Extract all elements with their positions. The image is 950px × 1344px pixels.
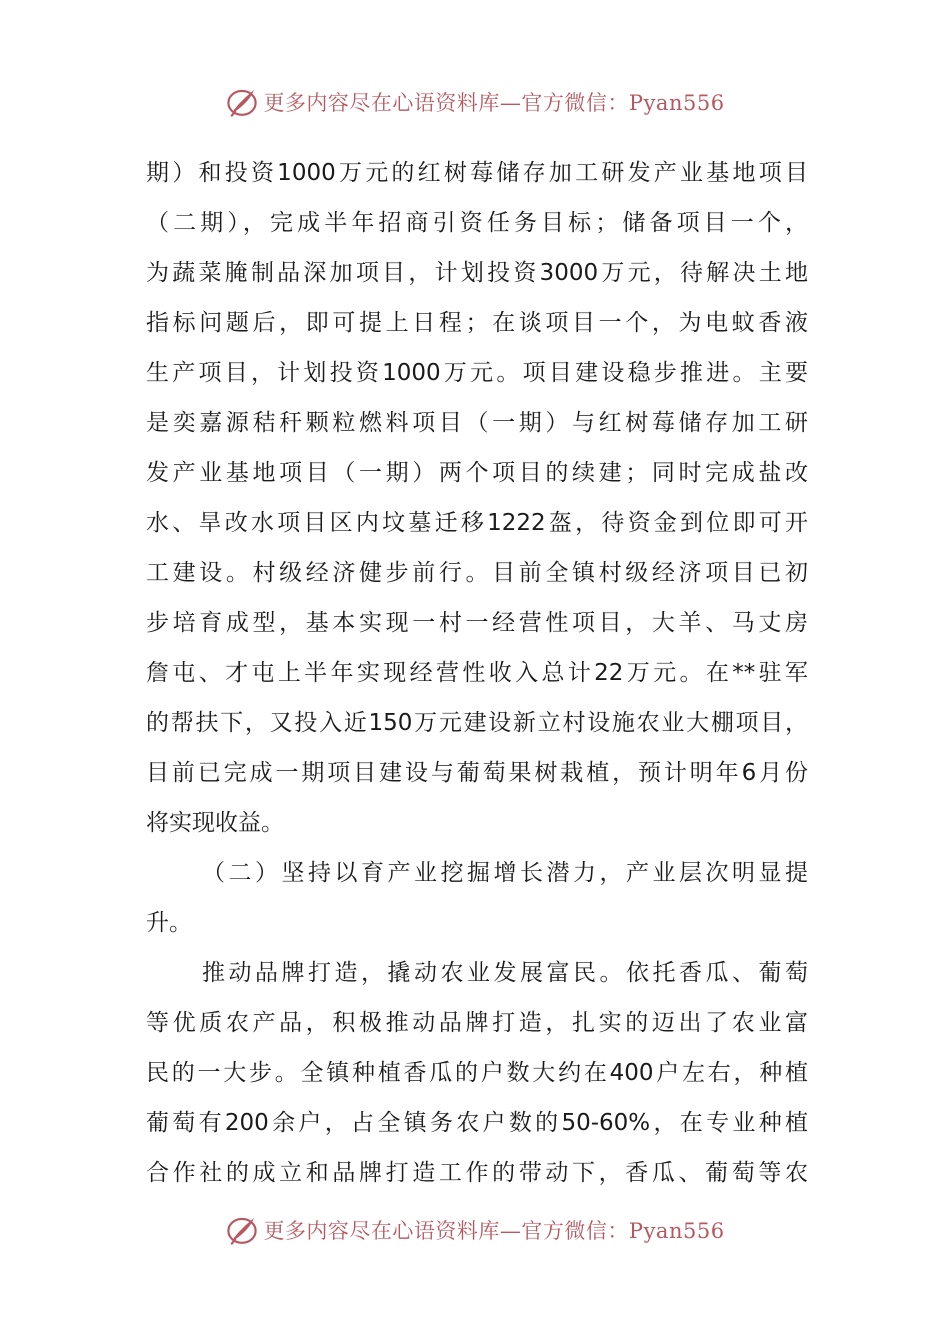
text-line: 将实现收益。 [146,810,284,836]
footer-watermark [0,1210,950,1250]
text-line: 合作社的成立和品牌打造工作的带动下，香瓜、葡萄等农 [146,1160,808,1186]
text-line: 詹屯、才屯上半年实现经营性收入总计22万元。在**驻军 [146,660,808,686]
watermark-text: 更多内容尽在心语资料库—官方微信：Pyan556 [263,91,725,115]
text-line: 葡萄有200余户，占全镇务农户数的50-60%，在专业种植 [146,1110,808,1136]
text-line: 生产项目，计划投资1000万元。项目建设稳步推进。主要 [146,360,808,386]
text-line: （二期），完成半年招商引资任务目标；储备项目一个， [146,210,808,236]
feather-pen-logo-icon [225,1213,259,1247]
text-line: 民的一大步。全镇种植香瓜的户数大约在400户左右，种植 [146,1060,808,1086]
text-line: 为蔬菜腌制品深加项目，计划投资3000万元，待解决土地 [146,260,808,286]
text-line: 水、旱改水项目区内坟墓迁移1222盔，待资金到位即可开 [146,510,808,536]
text-line: 期）和投资1000万元的红树莓储存加工研发产业基地项目 [146,160,808,186]
text-line: 是奕嘉源秸秆颗粒燃料项目（一期）与红树莓储存加工研 [146,410,808,436]
text-line: （二）坚持以育产业挖掘增长潜力，产业层次明显提 [202,860,808,886]
text-line: 工建设。村级经济健步前行。目前全镇村级经济项目已初 [146,560,808,586]
header-watermark [0,82,950,122]
text-line: 等优质农产品，积极推动品牌打造，扎实的迈出了农业富 [146,1010,808,1036]
text-line: 目前已完成一期项目建设与葡萄果树栽植，预计明年6月份 [146,760,808,786]
text-line: 发产业基地项目（一期）两个项目的续建；同时完成盐改 [146,460,808,486]
watermark-text: 更多内容尽在心语资料库—官方微信：Pyan556 [263,1219,725,1243]
text-line: 的帮扶下，又投入近150万元建设新立村设施农业大棚项目， [146,710,808,736]
feather-pen-logo-icon [225,85,259,119]
text-line: 步培育成型，基本实现一村一经营性项目，大羊、马丈房 [146,610,808,636]
text-line: 升。 [146,910,192,936]
text-line: 指标问题后，即可提上日程；在谈项目一个，为电蚊香液 [146,310,808,336]
text-line: 推动品牌打造，撬动农业发展富民。依托香瓜、葡萄 [202,960,808,986]
document-body [146,148,808,1198]
